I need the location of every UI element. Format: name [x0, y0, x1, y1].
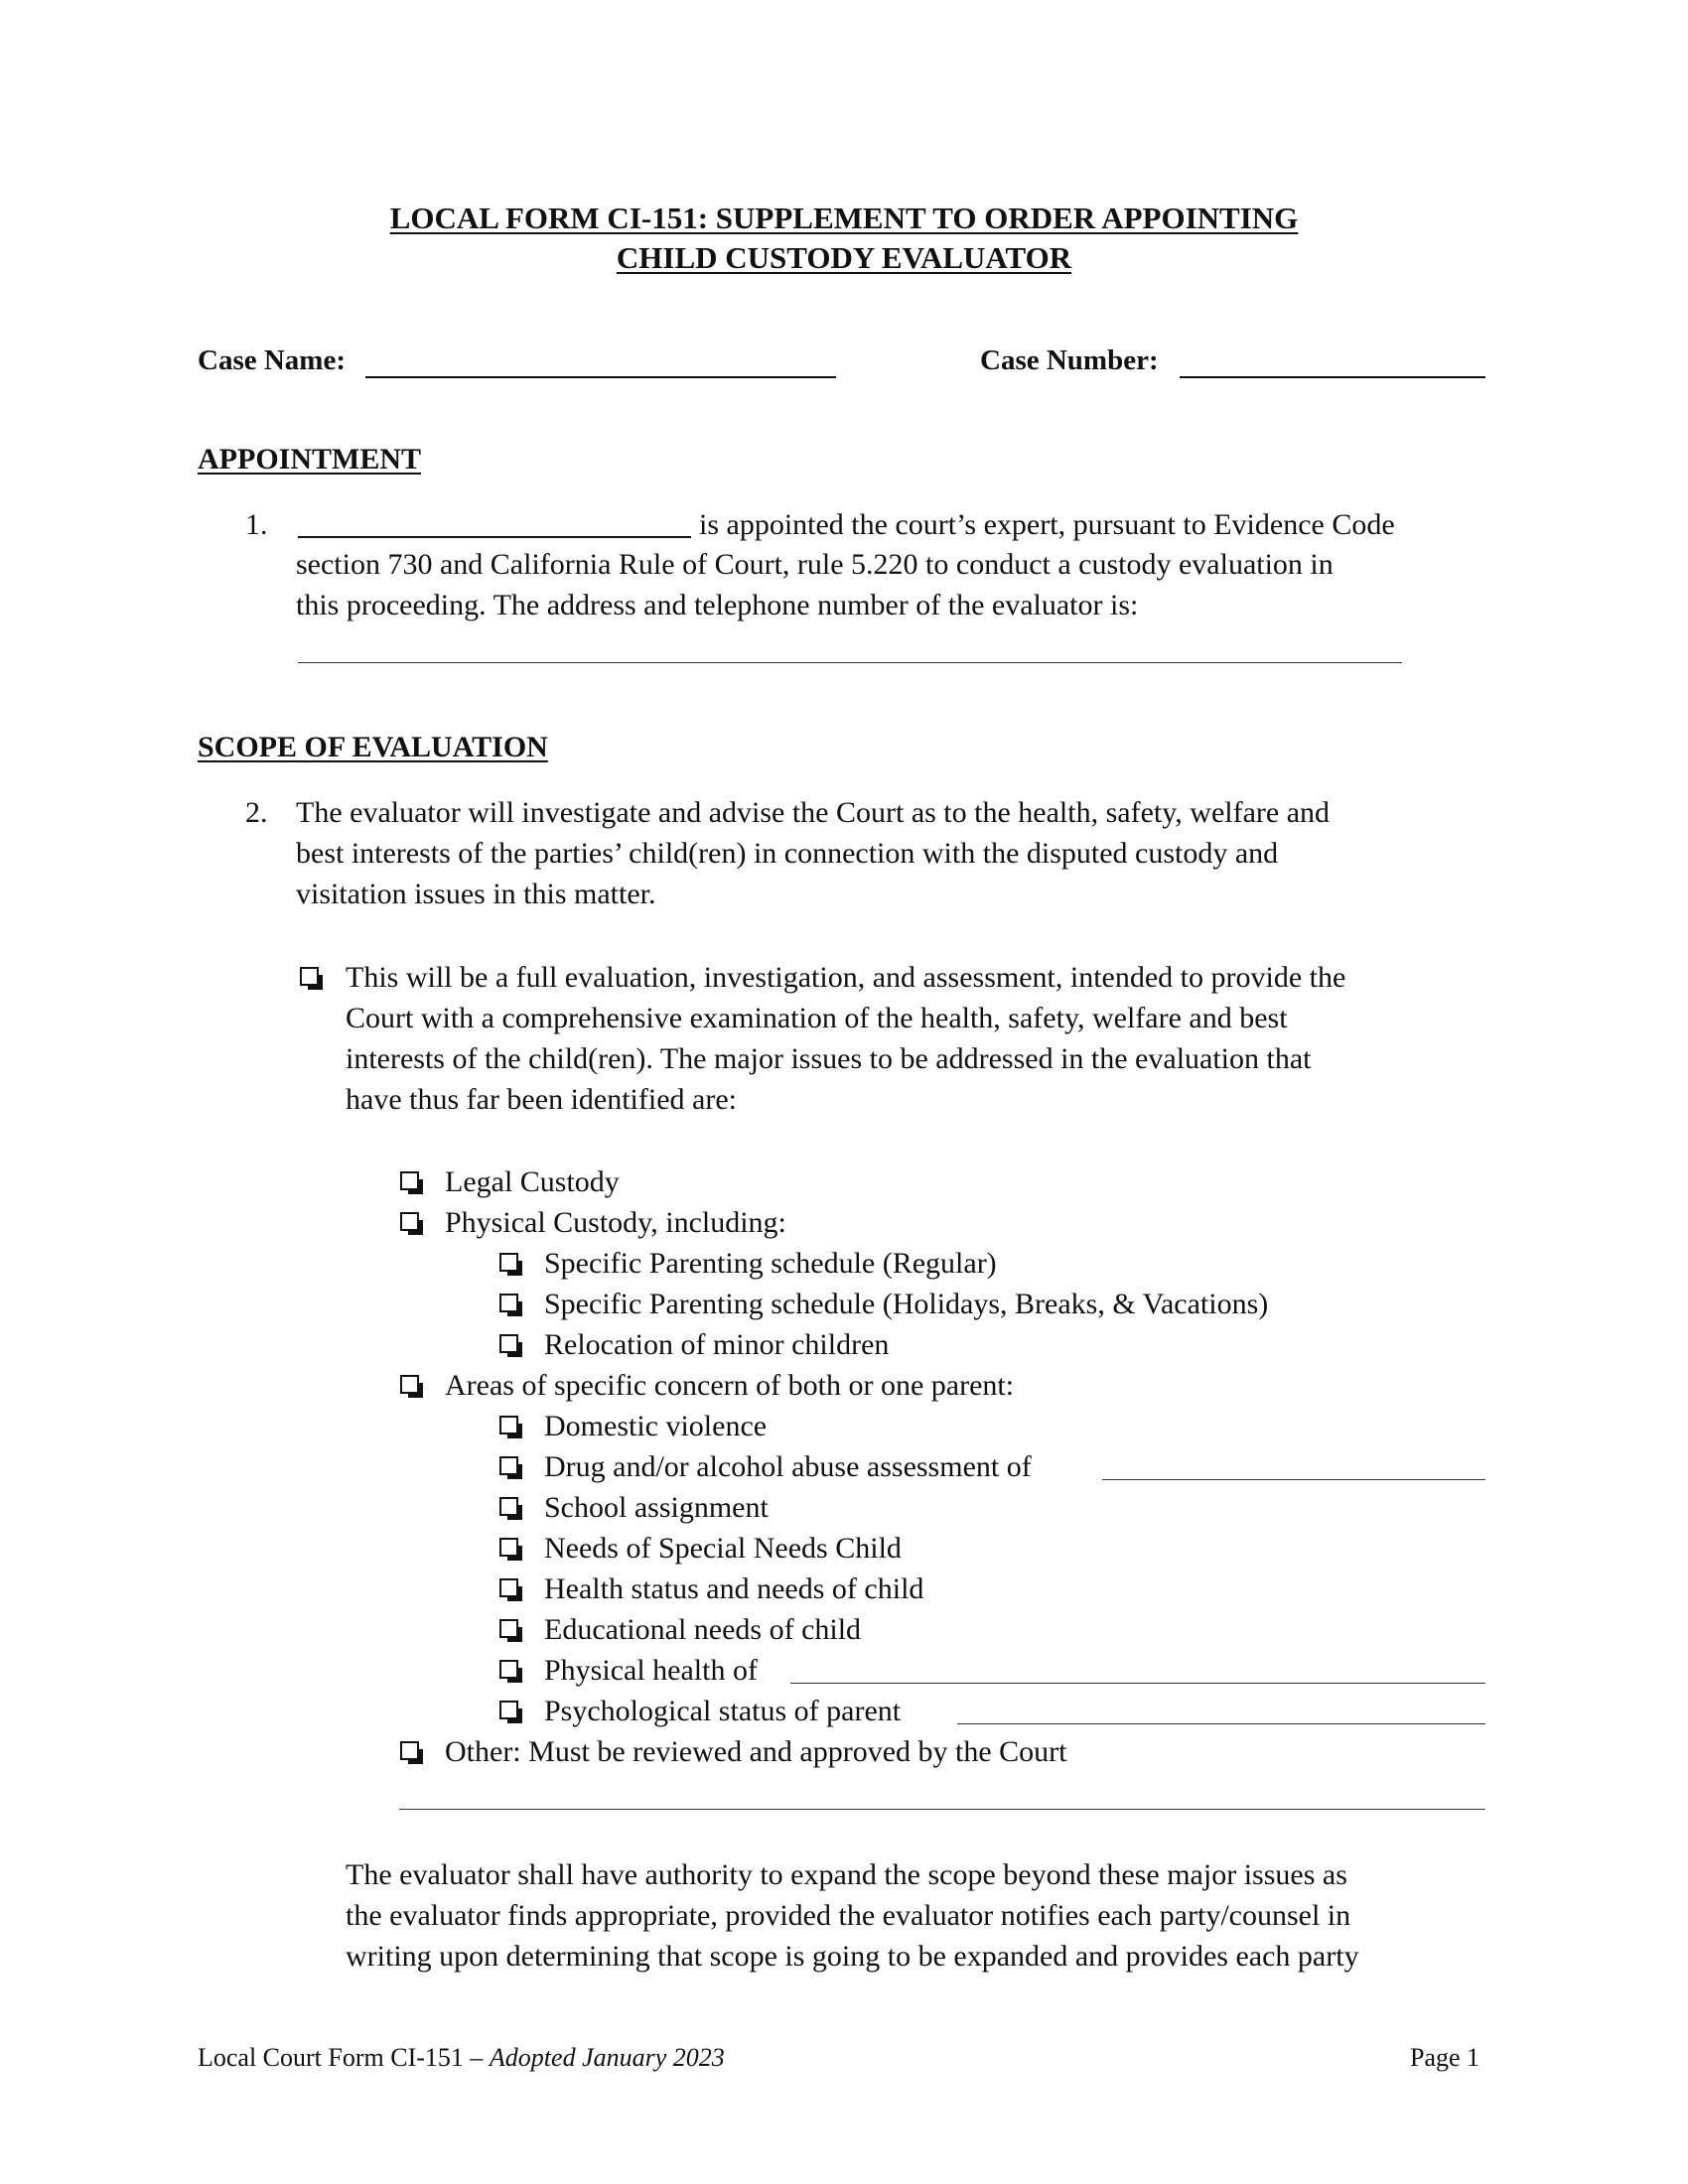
case-number-field[interactable] [1180, 376, 1485, 378]
scope-line-2: best interests of the parties’ child(ren) in connection with the disputed custody and [296, 837, 1279, 870]
physical-health-checkbox[interactable] [499, 1660, 518, 1679]
areas-concern-label: Areas of specific concern of both or one parent: [445, 1369, 1015, 1402]
footer-adopted-date: Adopted January 2023 [489, 2043, 725, 2072]
case-number-label: Case Number: [980, 344, 1159, 376]
scope-number: 2. [245, 796, 268, 829]
health-status-label: Health status and needs of child [544, 1572, 924, 1605]
appointment-heading: APPOINTMENT [198, 443, 421, 476]
form-title-text-2: CHILD CUSTODY EVALUATOR [616, 240, 1072, 275]
psychological-status-label: Psychological status of parent [544, 1695, 902, 1727]
parenting-regular-label: Specific Parenting schedule (Regular) [544, 1247, 997, 1280]
relocation-checkbox[interactable] [499, 1334, 518, 1353]
physical-health-field[interactable] [790, 1683, 1485, 1684]
full-evaluation-line-4: have thus far been identified are: [346, 1083, 737, 1116]
authority-line-1: The evaluator shall have authority to expand the scope beyond these major issues as [346, 1858, 1347, 1891]
health-status-checkbox[interactable] [499, 1578, 518, 1597]
footer-page-number: Page 1 [1410, 2043, 1480, 2072]
case-name-field[interactable] [365, 376, 836, 378]
educational-needs-label: Educational needs of child [544, 1613, 862, 1646]
other-checkbox[interactable] [400, 1741, 419, 1760]
evaluator-address-field[interactable] [298, 662, 1402, 663]
parenting-holidays-label: Specific Parenting schedule (Holidays, Breaks, & Vacations) [544, 1288, 1269, 1320]
authority-line-2: the evaluator finds appropriate, provided the evaluator notifies each party/counsel in [346, 1899, 1351, 1932]
areas-concern-checkbox[interactable] [400, 1375, 419, 1394]
full-evaluation-line-1: This will be a full evaluation, investigation, and assessment, intended to provide the [346, 961, 1346, 994]
form-title-text-1: LOCAL FORM CI-151: SUPPLEMENT TO ORDER APPOINTING [389, 201, 1299, 235]
special-needs-label: Needs of Special Needs Child [544, 1532, 902, 1565]
drug-alcohol-label: Drug and/or alcohol abuse assessment of [544, 1450, 1032, 1483]
evaluator-name-field[interactable] [298, 536, 691, 538]
form-title-line-1 [0, 199, 1688, 238]
school-assignment-checkbox[interactable] [499, 1497, 518, 1516]
legal-custody-label: Legal Custody [445, 1165, 620, 1198]
scope-heading: SCOPE OF EVALUATION [198, 731, 548, 763]
case-name-label: Case Name: [198, 344, 346, 376]
educational-needs-checkbox[interactable] [499, 1619, 518, 1638]
physical-custody-label: Physical Custody, including: [445, 1206, 786, 1239]
scope-line-3: visitation issues in this matter. [296, 878, 656, 910]
appointment-line-1: is appointed the court’s expert, pursuant to Evidence Code [699, 508, 1395, 541]
physical-health-label: Physical health of [544, 1654, 758, 1687]
drug-alcohol-checkbox[interactable] [499, 1456, 518, 1475]
full-evaluation-checkbox[interactable] [300, 967, 319, 986]
other-label: Other: Must be reviewed and approved by the Court [445, 1735, 1067, 1768]
full-evaluation-line-3: interests of the child(ren). The major issues to be addressed in the evaluation that [346, 1042, 1312, 1075]
domestic-violence-label: Domestic violence [544, 1410, 768, 1442]
psychological-status-field[interactable] [957, 1723, 1485, 1724]
psychological-status-checkbox[interactable] [499, 1701, 518, 1719]
full-evaluation-line-2: Court with a comprehensive examination of the health, safety, welfare and best [346, 1002, 1288, 1034]
scope-line-1: The evaluator will investigate and advise the Court as to the health, safety, welfare and [296, 796, 1331, 829]
parenting-holidays-checkbox[interactable] [499, 1294, 518, 1312]
special-needs-checkbox[interactable] [499, 1538, 518, 1557]
drug-alcohol-field[interactable] [1102, 1479, 1485, 1480]
footer-form-name: Local Court Form CI-151 – [198, 2043, 490, 2072]
legal-custody-checkbox[interactable] [400, 1171, 419, 1190]
relocation-label: Relocation of minor children [544, 1328, 890, 1361]
physical-custody-checkbox[interactable] [400, 1212, 419, 1231]
authority-line-3: writing upon determining that scope is going to be expanded and provides each party [346, 1940, 1359, 1973]
school-assignment-label: School assignment [544, 1491, 769, 1524]
appointment-line-2: section 730 and California Rule of Court, rule 5.220 to conduct a custody evaluation in [296, 548, 1334, 581]
footer-form-label [198, 2043, 725, 2073]
domestic-violence-checkbox[interactable] [499, 1416, 518, 1434]
appointment-number: 1. [245, 508, 268, 541]
form-title-line-2 [0, 238, 1688, 278]
parenting-regular-checkbox[interactable] [499, 1253, 518, 1272]
other-field[interactable] [399, 1809, 1485, 1810]
appointment-line-3: this proceeding. The address and telephone number of the evaluator is: [296, 589, 1139, 621]
